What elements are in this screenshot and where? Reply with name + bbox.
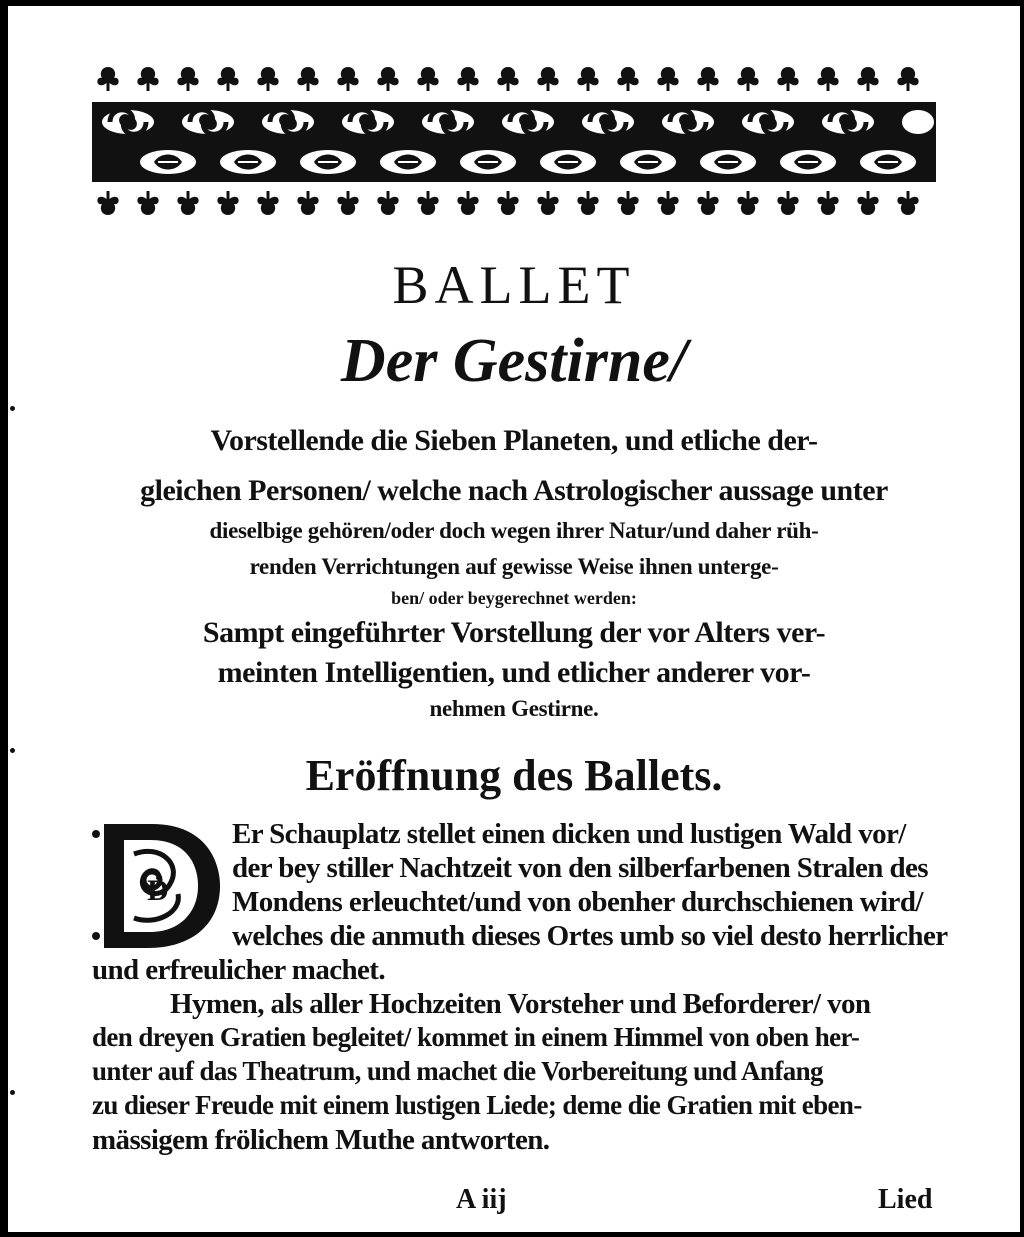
ornamental-border [88, 58, 940, 226]
description-line: ben/ oder beygerechnet werden: [391, 588, 637, 608]
paragraph-line: Mondens erleuchtet/und von obenher durchschienen wird/ [232, 886, 923, 918]
paragraph-line: Er Schauplatz stellet einen dicken und lustigen Wald vor/ [232, 818, 906, 850]
paragraph-line: unter auf das Theatrum, und machet die Vorbereitung und Anfang [92, 1056, 823, 1086]
page-subtitle: Der Gestirne/ [340, 327, 688, 395]
description-line: renden Verrichtungen auf gewisse Weise ihnen unterge- [249, 554, 779, 579]
paragraph-line: den dreyen Gratien begleitet/ kommet in einem Himmel von oben her- [92, 1022, 860, 1052]
description-line: nehmen Gestirne. [429, 696, 599, 721]
description-line: Vorstellende die Sieben Planeten, und etliche der- [210, 424, 818, 457]
section-heading: Eröffnung des Ballets. [305, 751, 723, 800]
description-line: Sampt eingeführter Vorstellung der vor Alters ver- [202, 616, 826, 649]
description-line: gleichen Personen/ welche nach Astrologischer aussage unter [140, 474, 888, 507]
catchword: Lied [878, 1184, 933, 1215]
scan-speck [10, 406, 15, 411]
paragraph-line: Hymen, als aller Hochzeiten Vorsteher und Beforderer/ von [170, 988, 871, 1020]
page-title: BALLET [392, 255, 636, 315]
drop-cap-initial [90, 814, 226, 954]
paragraph-line: der bey stiller Nachtzeit von den silberfarbenen Stralen des [232, 852, 928, 884]
description-line: meinten Intelligentien, und etlicher anderer vor- [217, 656, 811, 689]
paragraph-line: und erfreulicher machet. [92, 954, 386, 986]
scan-speck [10, 1090, 15, 1095]
paragraph-line: zu dieser Freude mit einem lustigen Liede; deme die Gratien mit eben- [92, 1090, 862, 1120]
paragraph-line: welches die anmuth dieses Ortes umb so viel desto herrlicher [232, 920, 948, 952]
scan-speck [10, 748, 15, 753]
signature-mark: A iij [456, 1184, 507, 1215]
drop-cap-letter: D [147, 874, 169, 907]
paragraph-line: mässigem frölichem Muthe antworten. [92, 1124, 550, 1156]
book-page [8, 6, 1020, 1232]
description-line: dieselbige gehören/oder doch wegen ihrer Natur/und daher rüh- [209, 518, 819, 543]
